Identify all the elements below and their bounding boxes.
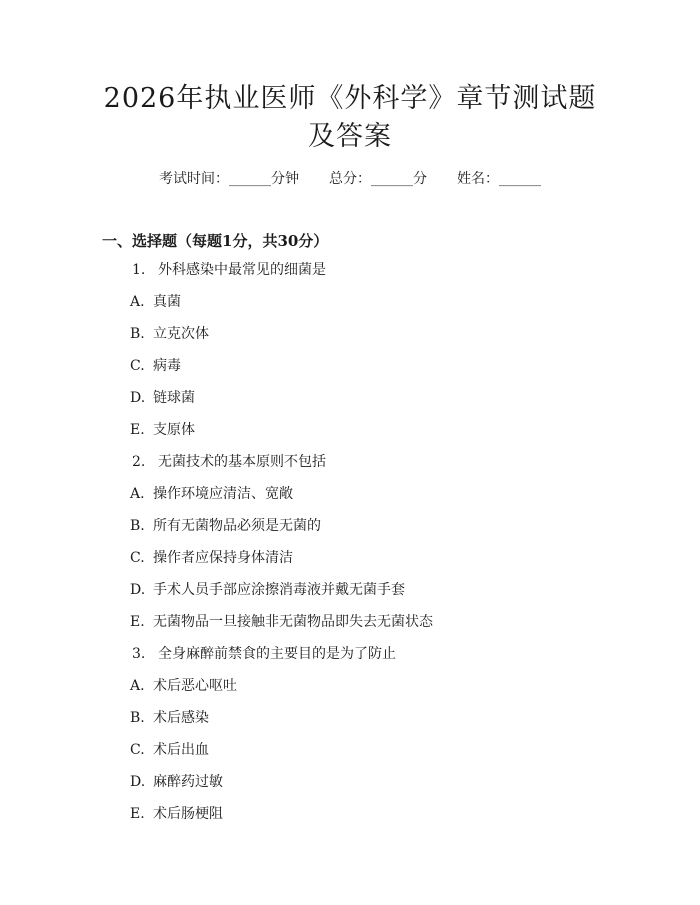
question-text: 无菌技术的基本原则不包括: [158, 454, 326, 470]
option-text: 麻醉药过敏: [153, 774, 223, 790]
option-letter: A.: [130, 486, 145, 502]
option-letter: B.: [130, 518, 145, 534]
section-heading: 一、选择题（每题1分，共30分）: [102, 232, 329, 250]
option-letter: B.: [130, 710, 145, 726]
option-letter: A.: [130, 294, 145, 310]
question-list: [0, 260, 700, 836]
question-3-option-c: [0, 740, 700, 772]
question-text: 全身麻醉前禁食的主要目的是为了防止: [158, 646, 396, 662]
question-1-option-a: [0, 292, 700, 324]
option-text: 手术人员手部应涂擦消毒液并戴无菌手套: [153, 582, 405, 598]
question-number: 3.: [132, 646, 146, 662]
option-text: 术后感染: [153, 710, 209, 726]
question-1-option-b: [0, 324, 700, 356]
question-2-option-c: [0, 548, 700, 580]
question-2-option-e: [0, 612, 700, 644]
option-text: 术后恶心呕吐: [153, 678, 237, 694]
question-3-option-a: [0, 676, 700, 708]
option-letter: D.: [130, 582, 146, 598]
question-3: [0, 644, 700, 676]
question-1-option-d: [0, 388, 700, 420]
option-letter: C.: [130, 358, 145, 374]
question-1-option-e: [0, 420, 700, 452]
option-text: 链球菌: [153, 390, 195, 406]
option-letter: E.: [130, 422, 145, 438]
question-2-option-a: [0, 484, 700, 516]
option-text: 病毒: [153, 358, 181, 374]
option-text: 操作者应保持身体清洁: [153, 550, 293, 566]
question-number: 1.: [132, 262, 146, 278]
option-text: 无菌物品一旦接触非无菌物品即失去无菌状态: [153, 614, 433, 630]
total-score-field: 总分：______分: [329, 171, 427, 187]
option-text: 立克次体: [153, 326, 209, 342]
option-letter: E.: [130, 614, 145, 630]
question-number: 2.: [132, 454, 146, 470]
question-3-option-d: [0, 772, 700, 804]
option-text: 真菌: [153, 294, 181, 310]
option-letter: C.: [130, 550, 145, 566]
option-letter: D.: [130, 390, 146, 406]
option-letter: A.: [130, 678, 145, 694]
option-letter: E.: [130, 806, 145, 822]
question-1-option-c: [0, 356, 700, 388]
question-3-option-e: [0, 804, 700, 836]
option-text: 操作环境应清洁、宽敞: [153, 486, 293, 502]
question-2-option-b: [0, 516, 700, 548]
option-letter: B.: [130, 326, 145, 342]
option-text: 支原体: [153, 422, 195, 438]
option-text: 术后出血: [153, 742, 209, 758]
exam-info-line: [0, 168, 700, 188]
name-field: 姓名：______: [457, 171, 541, 187]
option-letter: C.: [130, 742, 145, 758]
option-text: 术后肠梗阻: [153, 806, 223, 822]
question-2: [0, 452, 700, 484]
question-1: [0, 260, 700, 292]
question-2-option-d: [0, 580, 700, 612]
option-text: 所有无菌物品必须是无菌的: [153, 518, 321, 534]
question-text: 外科感染中最常见的细菌是: [158, 262, 326, 278]
exam-time-field: 考试时间：______分钟: [159, 171, 299, 187]
question-3-option-b: [0, 708, 700, 740]
page-title: 2026年执业医师《外科学》章节测试题及答案: [103, 83, 597, 152]
option-letter: D.: [130, 774, 146, 790]
